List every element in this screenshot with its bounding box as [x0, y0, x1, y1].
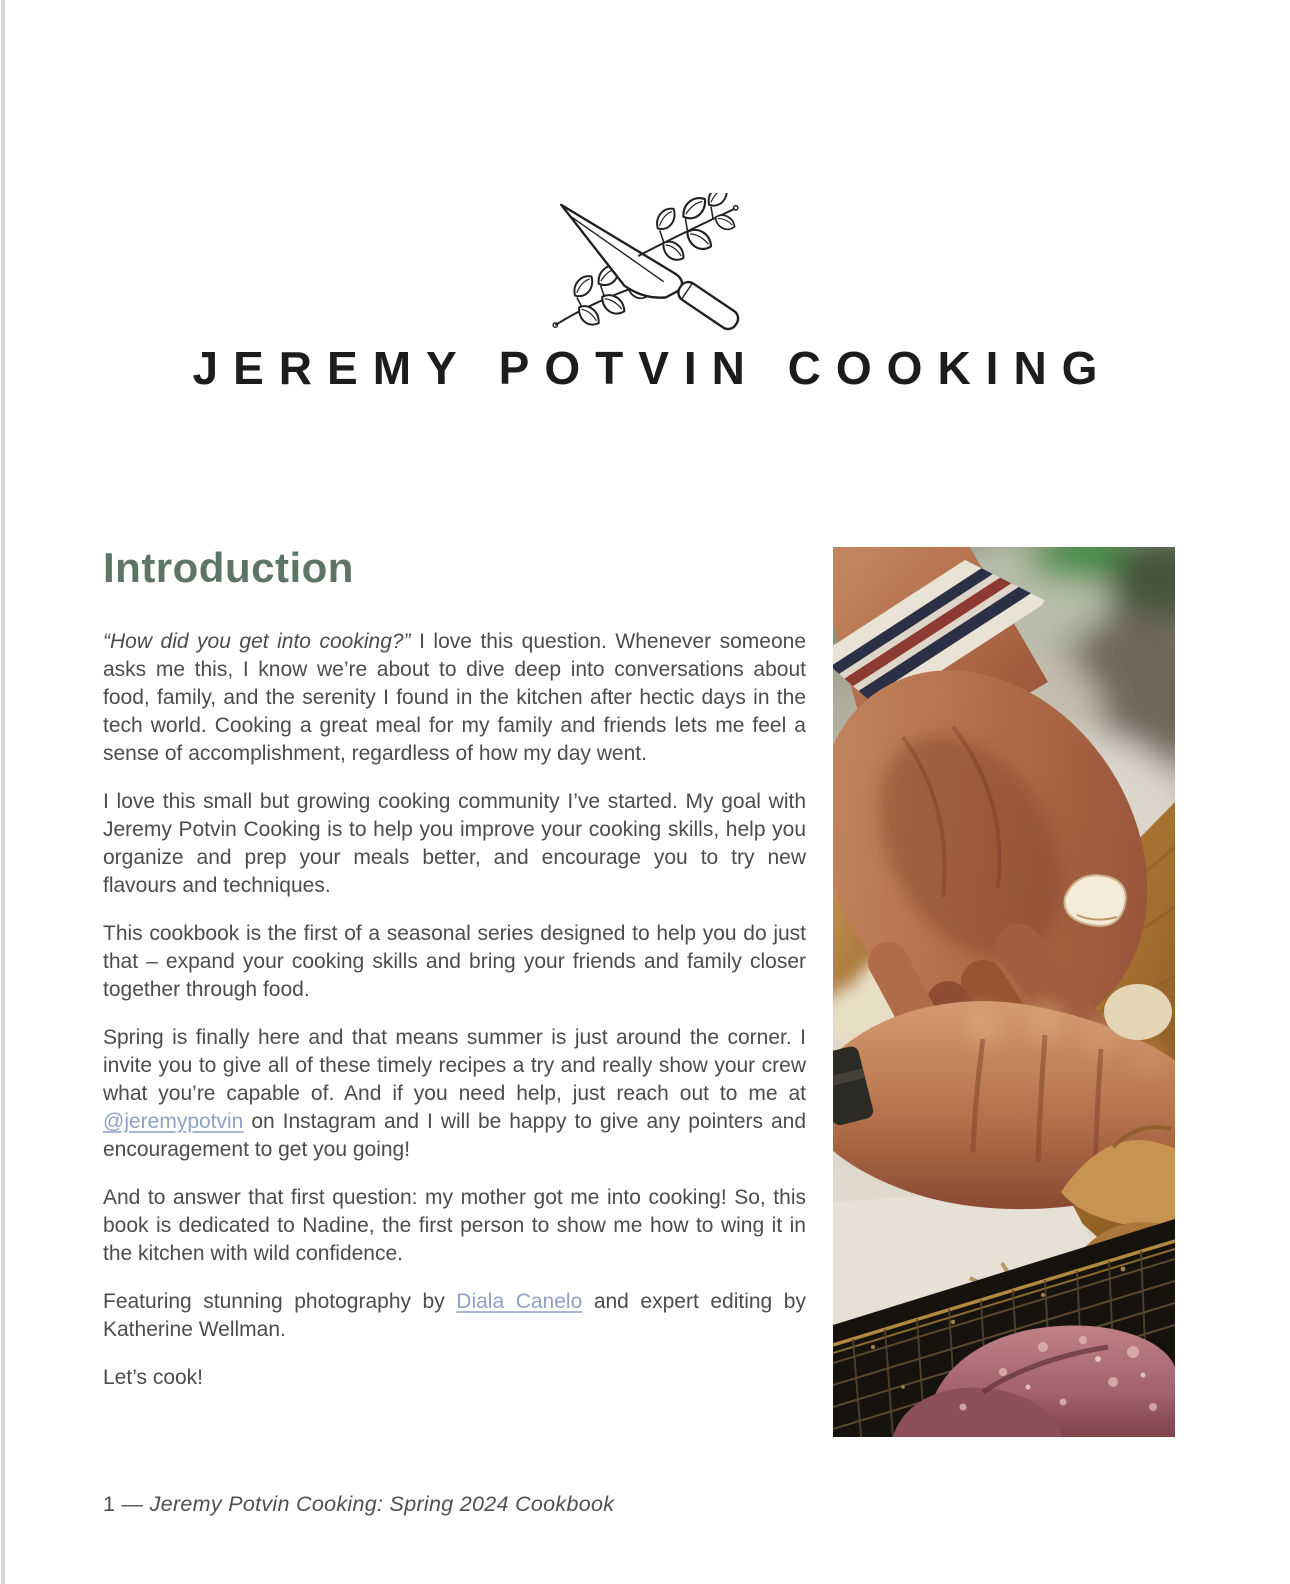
intro-paragraph-3: This cookbook is the first of a seasonal series designed to help you do just that – expand your cooking skills and bring your friends and family closer together through food.: [103, 922, 806, 1002]
book-title: Jeremy Potvin Cooking: Spring 2024 Cookbook: [149, 1492, 615, 1516]
intro-paragraph-6: Featuring stunning photography by Diala Canelo and expert editing by Katherine Wellman.: [103, 1290, 806, 1342]
footer-separator: —: [121, 1492, 144, 1516]
garlic-peeling-photo: [833, 547, 1175, 1437]
intro-paragraph-2: I love this small but growing cooking community I’ve started. My goal with Jeremy Potvin Cooking is to help you improve your cooking skills, help you organize and prep your meals better, and encourage you to try new flavours and techniques.: [103, 790, 806, 898]
intro-text-column: [103, 544, 806, 1412]
intro-paragraph-7: Let’s cook!: [103, 1366, 204, 1390]
page-footer: [103, 1492, 614, 1517]
italic-quote: “How did you get into cooking?”: [103, 630, 411, 654]
instagram-link[interactable]: @jeremypotvin: [103, 1110, 244, 1134]
intro-paragraph-4: Spring is finally here and that means summer is just around the corner. I invite you to give all of these timely recipes a try and really show your crew what you’re capable of. And if you need help, just reach out to me at @jeremypotvin on Instagram and I will be happy to give any pointers and encouragement to get you going!: [103, 1026, 806, 1162]
content: [103, 544, 1177, 1437]
knife-and-herbs-logo-icon: [538, 193, 752, 331]
intro-paragraph-5: And to answer that first question: my mother got me into cooking! So, this book is dedicated to Nadine, the first person to show me how to wing it in the kitchen with wild confidence.: [103, 1186, 806, 1266]
brand-header: [0, 0, 1290, 396]
section-heading: Introduction: [103, 544, 354, 592]
page-number: 1: [103, 1492, 116, 1516]
page-edge-shadow: [1, 0, 5, 1584]
photographer-link[interactable]: Diala Canelo: [456, 1290, 583, 1314]
intro-paragraph-1: “How did you get into cooking?” I love this question. Whenever someone asks me this, I know we’re about to dive deep into conversations about food, family, and the serenity I found in the kitchen after hectic days in the tech world. Cooking a great meal for my family and friends lets me feel a sense of accomplishment, regardless of how my day went.: [103, 630, 807, 766]
herb-sprig-icon: [638, 193, 738, 263]
brand-title: JEREMY POTVIN COOKING: [192, 342, 1113, 394]
